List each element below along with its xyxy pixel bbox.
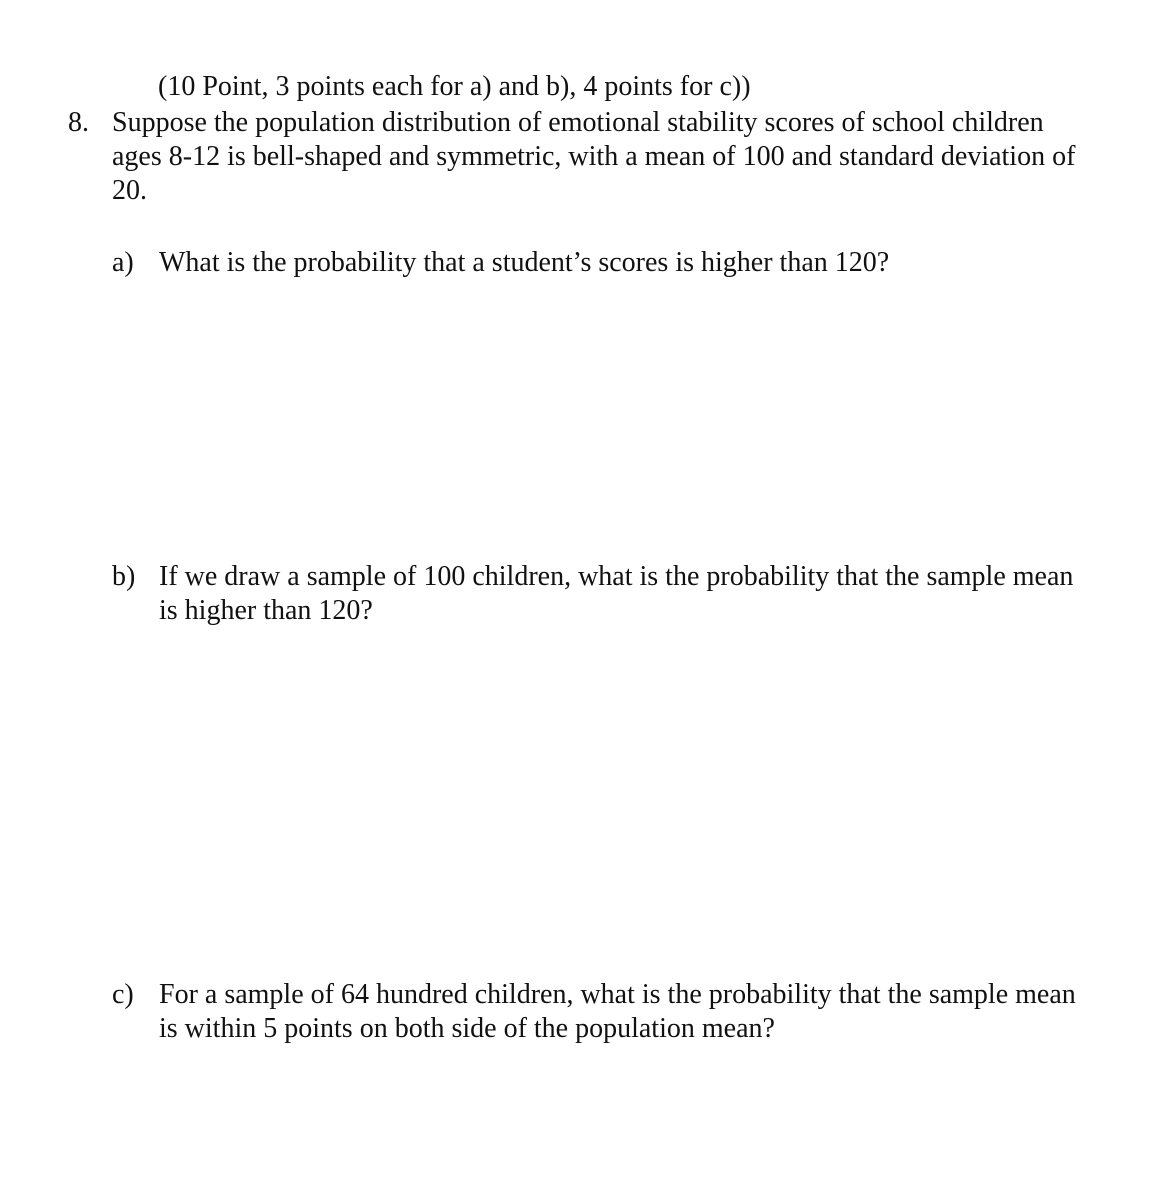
part-a-text bbox=[159, 246, 889, 280]
question-line: Suppose the population distribution of emotional stability scores of school children bbox=[112, 107, 1044, 138]
part-a-line: What is the probability that a student’s scores is higher than 120? bbox=[159, 247, 890, 278]
part-c-label: c) bbox=[112, 979, 134, 1010]
part-a-label: a) bbox=[112, 247, 134, 278]
question-text bbox=[112, 106, 1167, 208]
part-c-line: For a sample of 64 hundred children, what is the probability that the sample mean bbox=[159, 979, 1076, 1010]
part-c-text bbox=[159, 978, 1076, 1046]
question-number: 8. bbox=[68, 107, 89, 138]
points-note: (10 Point, 3 points each for a) and b), 4 points for c)) bbox=[158, 71, 751, 102]
part-b-text bbox=[159, 560, 1073, 628]
part-c-line: is within 5 points on both side of the population mean? bbox=[159, 1013, 775, 1044]
question-line: 20. bbox=[112, 175, 147, 206]
question-line: ages 8-12 is bell-shaped and symmetric, with a mean of 100 and standard deviation of bbox=[112, 141, 1076, 172]
part-b-line: is higher than 120? bbox=[159, 595, 373, 626]
part-b-label: b) bbox=[112, 561, 136, 592]
part-b-line: If we draw a sample of 100 children, what is the probability that the sample mean bbox=[159, 561, 1074, 592]
